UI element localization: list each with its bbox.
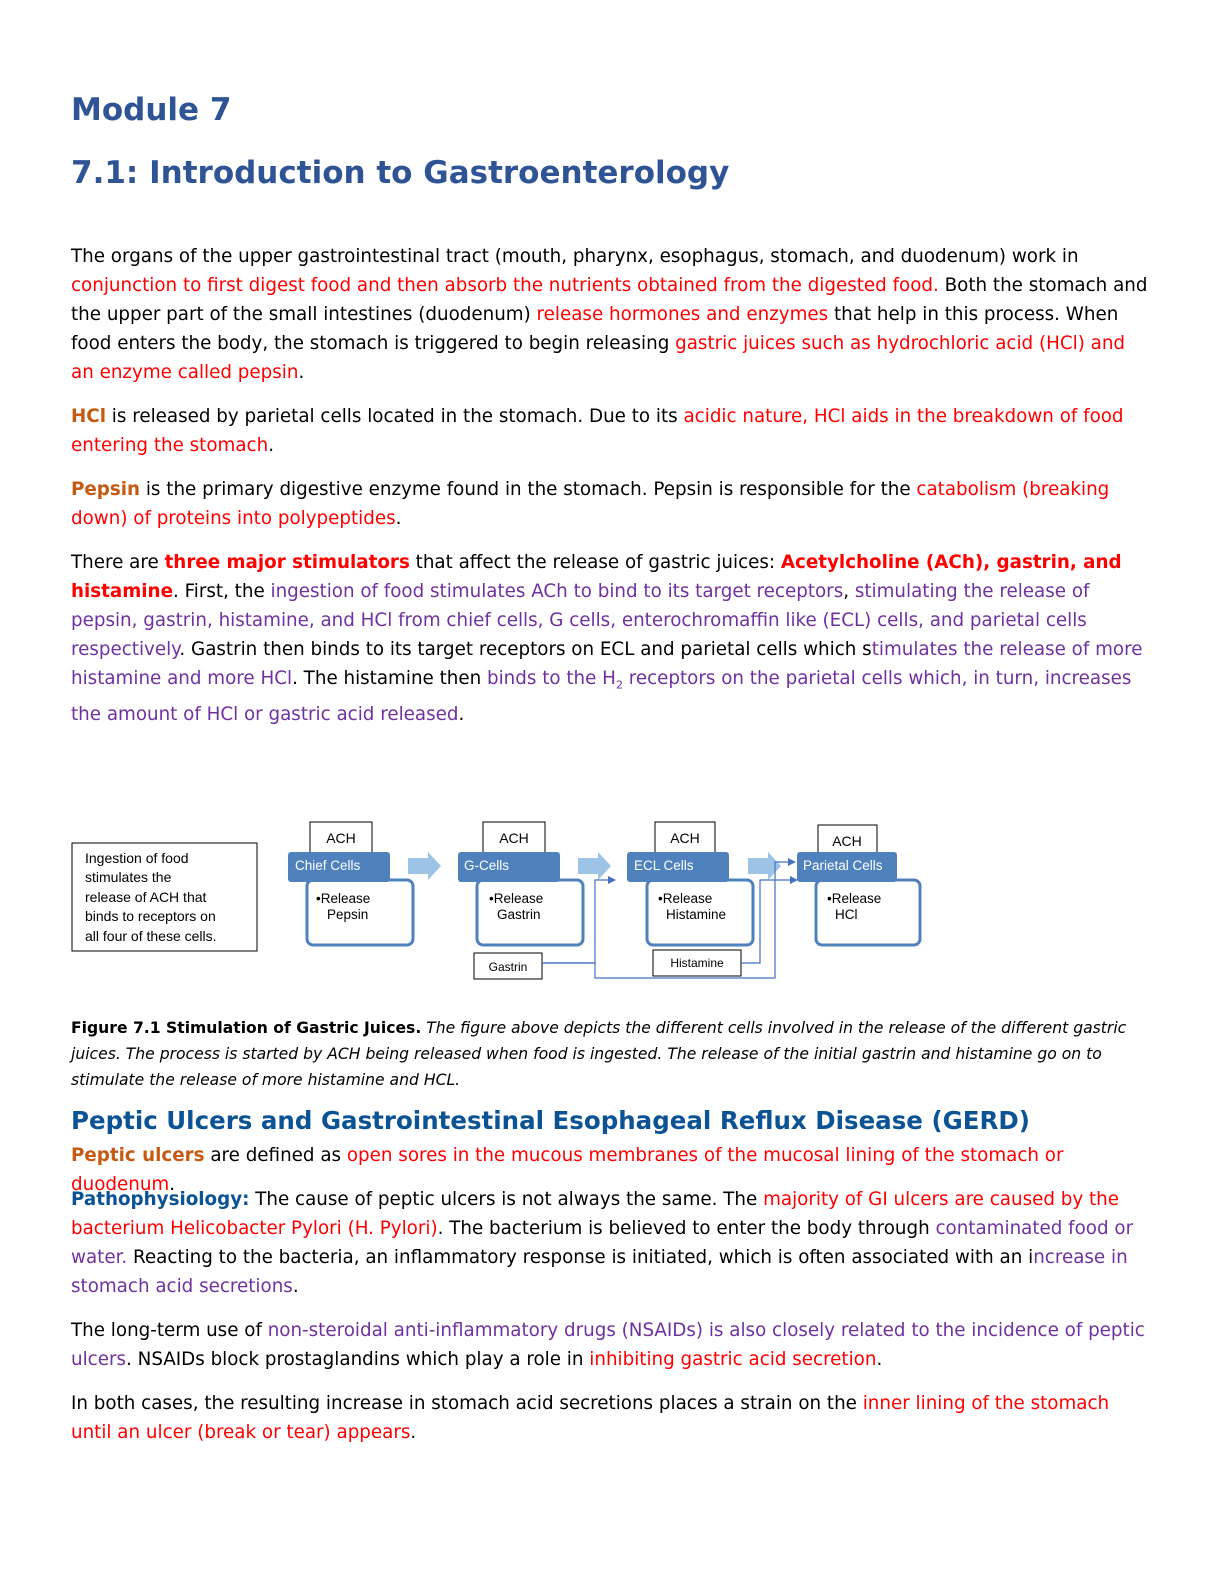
text-run: The organs of the upper gastrointestinal tract (mouth, pharynx, esophagus, stomach, and duodenum) work in [71,246,1079,267]
arrowhead-to-parietal-from-histamine [790,876,798,884]
highlight-purple: binds to the H [487,668,616,689]
block-arrow-3 [748,852,781,880]
highlight-bold-red: three major stimulators [164,552,410,573]
text-run: . Gastrin then binds to its target receptors on ECL and parietal cells which s [179,639,872,660]
histamine-label: Histamine [670,956,724,970]
highlight-red: conjunction to first digest food and then absorb the nutrients obtained from the digested food. [71,275,939,296]
text-run: . First, the [172,581,271,602]
highlight-purple: receptors on the parietal cells which, in turn, increases the amount of HCl or gastric acid released [71,668,1132,725]
text-run: Reacting to the bacteria, an inflammatory response is initiated, which is often associated with an i [127,1247,1034,1268]
arrowhead-to-parietal-from-gastrin [788,858,796,866]
chief-cells-node [288,822,413,945]
text-run: . NSAIDs block prostaglandins which play a role in [126,1349,590,1370]
highlight-purple: stimulating the release of pepsin, gastrin, histamine, and HCl from chief cells, G cells, enterochromaffin like (ECL) cells, and parietal cells respectively [71,581,1090,660]
text-run: . [395,508,402,529]
highlight-purple: contaminated food or water. [71,1218,1134,1268]
highlight-purple: non-steroidal anti-inflammatory drugs (NSAIDs) is also closely related to the incidence of peptic ulcers [71,1320,1145,1370]
cell-product: Pepsin [327,907,369,922]
note-line-2: stimulates the [85,869,172,885]
term-pepsin: Pepsin [71,479,141,500]
block-arrow-1 [408,852,441,880]
highlight-red: release hormones and enzymes [536,304,829,325]
gerd-paragraph-pathophysiology [71,1185,1151,1301]
section-title: 7.1: Introduction to Gastroenterology [71,155,730,191]
ingestion-note-box [72,843,257,951]
text-run: . [458,703,465,725]
ach-label: ACH [499,830,529,846]
highlight-red: inhibiting gastric acid secretion [589,1349,877,1370]
gastrin-label: Gastrin [488,960,528,974]
text-run: , [843,581,855,602]
gerd-paragraph-nsaids [71,1316,1151,1374]
module-title: Module 7 [71,92,232,128]
arrowhead-to-ecl [608,876,616,884]
note-line-5: all four of these cells. [85,928,217,944]
text-run: . [268,435,274,456]
caption-label: Figure 7.1 Stimulation of Gastric Juices. [71,1019,422,1037]
text-run: . The histamine then [292,668,487,689]
cell-product: Gastrin [497,907,541,922]
highlight-purple: timulates the release of more histamine and more HCl [71,639,1143,689]
ecl-cells-node [627,822,753,945]
note-line-4: binds to receptors on [85,908,216,924]
text-run: is released by parietal cells located in the stomach. Due to its [105,406,684,427]
g-cells-node [458,822,583,945]
ach-label: ACH [670,830,700,846]
cell-release-line: •Release [827,891,882,906]
text-run: Both the stomach and the upper part of the small intestines (duodenum) [71,275,1148,325]
gerd-paragraph-both-cases [71,1389,1151,1447]
gastrin-release-box [474,953,542,979]
text-run: . [292,1276,299,1297]
highlight-purple: ncrease in stomach acid secretions [71,1247,1128,1297]
gerd-heading: Peptic Ulcers and Gastrointestinal Esophageal Reflux Disease (GERD) [71,1106,1030,1135]
highlight-red: inner lining of the stomach until an ulcer (break or tear) appears [71,1393,1110,1443]
ach-label: ACH [832,833,862,849]
highlight-red: acidic nature, HCl aids in the breakdown of food entering the stomach [71,406,1124,456]
highlight-red: open sores in the mucous membranes of the mucosal lining of the stomach or duodenum [71,1145,1064,1195]
figure-caption [71,1015,1151,1093]
note-line-3: release of ACH that [85,889,207,905]
term-peptic-ulcers: Peptic ulcers [71,1145,205,1166]
text-run: are defined as [204,1145,347,1166]
highlight-red: majority of GI ulcers are caused by the bacterium Helicobacter Pylori (H. Pylori) [71,1189,1119,1239]
block-arrow-2 [578,852,611,880]
histamine-release-box [653,950,741,976]
text-run: that help in this process. When food enters the body, the stomach is triggered to begin releasing [71,304,1119,354]
cell-product: HCl [835,907,858,922]
cell-title: Parietal Cells [803,858,883,873]
highlight-red: gastric juices such as hydrochloric acid (HCl) and an enzyme called pepsin [71,333,1126,383]
text-run: . The bacterium is believed to enter the body through [437,1218,936,1239]
note-line-1: Ingestion of food [85,850,189,866]
subscript-2: 2 [615,678,623,692]
text-run: In both cases, the resulting increase in stomach acid secretions places a strain on the [71,1393,863,1414]
text-run: There are [71,552,165,573]
cell-release-line: •Release [316,891,371,906]
highlight-purple: ingestion of food stimulates ACh to bind to its target receptors [270,581,844,602]
text-run: . [169,1174,176,1195]
cell-release-line: •Release [658,891,713,906]
text-run: The long-term use of [71,1320,268,1341]
cell-title: ECL Cells [634,858,694,873]
cell-title: Chief Cells [295,858,361,873]
text-run: that affect the release of gastric juices: [409,552,781,573]
text-run: is the primary digestive enzyme found in the stomach. Pepsin is responsible for the [140,479,917,500]
cell-release-line: •Release [489,891,544,906]
cell-title: G-Cells [464,858,510,873]
highlight-red: catabolism (breaking down) of proteins into polypeptides [71,479,1110,529]
term-pathophysiology: Pathophysiology: [71,1189,250,1210]
text-run: . [298,362,305,383]
caption-text: The figure above depicts the different cells involved in the release of the different gastric juices. The process is started by ACH being released when food is ingested. The release of the initial gastrin and histamine go on to stimulate the release of more histamine and HCL. [71,1019,1127,1089]
highlight-bold-red: Acetylcholine (ACh), gastrin, and histamine [71,552,1122,602]
text-run: . [410,1422,417,1443]
term-hcl: HCl [71,406,106,427]
text-run: . [876,1349,883,1370]
cell-product: Histamine [666,907,727,922]
ach-label: ACH [326,830,356,846]
parietal-cells-node [797,825,920,945]
text-run: The cause of peptic ulcers is not always the same. The [249,1189,764,1210]
